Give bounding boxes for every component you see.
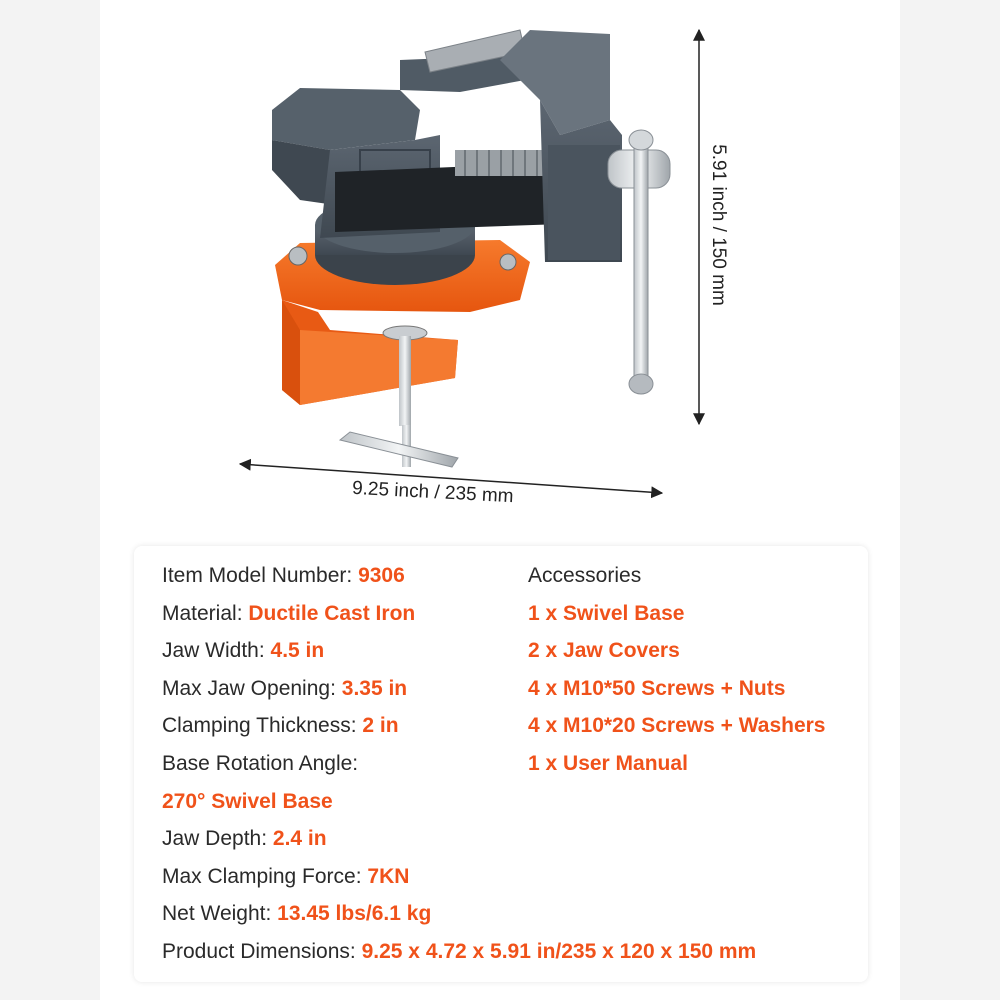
spec-value: Ductile Cast Iron [248,601,416,625]
accessory-item: 1 x Swivel Base [528,601,685,625]
spec-label: Product Dimensions: [162,939,362,963]
spec-value: 13.45 lbs/6.1 kg [277,902,432,926]
accessories-title: Accessories [528,564,642,587]
spec-label: Jaw Width: [162,639,271,663]
spec-value: 7KN [367,864,410,888]
spec-label: Item Model Number: [162,564,359,587]
spec-value: 2 in [362,714,399,738]
spec-value: 9.25 x 4.72 x 5.91 in/235 x 120 x 150 mm [361,939,757,963]
spec-row-jaw-depth [162,823,756,861]
spec-row-clamping-force [162,861,756,899]
spec-label: Max Jaw Opening: [162,676,342,700]
spec-label: Jaw Depth: [162,827,273,851]
spec-row-dimensions [162,936,756,974]
moving-jaw [500,30,622,262]
spec-value: 2.4 in [272,827,327,851]
spec-card [134,546,868,982]
accessory-item: 4 x M10*50 Screws + Nuts [528,676,786,700]
width-dimension-label: 9.25 inch / 235 mm [351,477,515,508]
accessory-item: 1 x User Manual [528,751,688,775]
spec-value: 4.5 in [270,639,325,663]
spec-label: Max Clamping Force: [162,864,368,888]
spec-value: 3.35 in [341,676,408,700]
height-dimension-label: 5.91 inch / 150 mm [708,144,729,306]
spec-label: Net Weight: [162,902,278,926]
spec-label: Base Rotation Angle: [162,751,359,775]
accessory-item: 4 x M10*20 Screws + Washers [528,714,826,738]
spec-label: Clamping Thickness: [162,714,363,738]
accessories-list [528,560,826,786]
spec-row-rotation-value [162,786,756,824]
spec-value: 270° Swivel Base [162,789,333,813]
accessory-item: 2 x Jaw Covers [528,639,680,663]
spec-label: Material: [162,601,249,625]
spec-value: 9306 [358,564,405,587]
spec-row-net-weight [162,898,756,936]
